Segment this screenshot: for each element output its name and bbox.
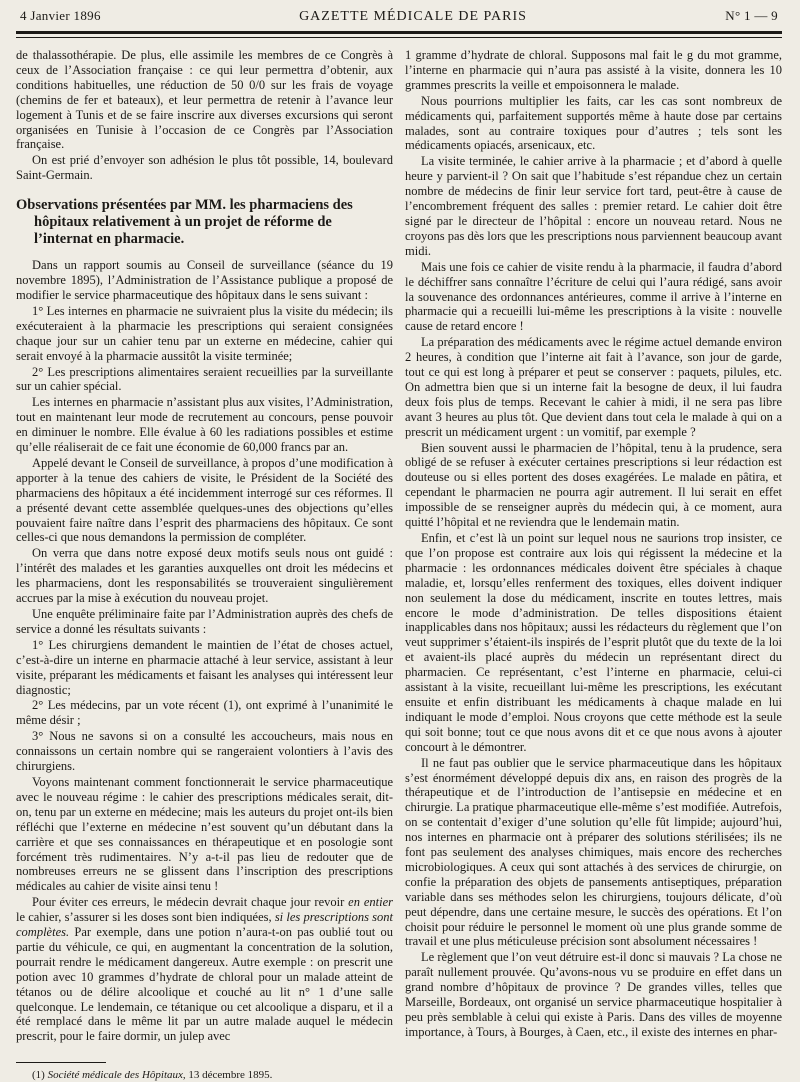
footnote-divider — [16, 1062, 106, 1063]
paragraph: de thalassothérapie. De plus, elle assimile les membres de ce Congrès à ceux de l’Association française : ce qui leur permettra d’obtenir, aux conditions habituelles, une réduction de 50 0/0 sur les frais de voyage (chemins de fer et bateaux), et leur permettra de retenir à l’avance leur logement à Tunis et de se faire inscrire aux diverses excursions qui seront organisées en Tunisie à l’occasion de ce Congrès par l’Association française. — [16, 48, 393, 152]
header-rule-thin — [16, 37, 782, 38]
paragraph: Dans un rapport soumis au Conseil de surveillance (séance du 19 novembre 1895), l’Administration de l’Assistance publique a proposé de modifier le service pharmaceutique des hôpitaux dans le sens suivant : — [16, 258, 393, 302]
paragraph: Les internes en pharmacie n’assistant plus aux visites, l’Administration, tout en maintenant leur mode de recrutement au concours, pense pouvoir en diminuer le nombre. Elle évalue à 60 les radiations possibles et estime qu’elle réaliserait de ce fait une économie de 60,000 francs par an. — [16, 395, 393, 455]
footnote-marker: (1) — [32, 1069, 48, 1082]
paragraph: Nous pourrions multiplier les faits, car les cas sont nombreux de médicaments qui, parfaitement supportés même à haute dose par certains malades, sont au contraire toxiques pour d’autres ; tels sont les médicaments opiacés, arsenicaux, etc. — [405, 93, 782, 153]
paragraph: Le règlement que l’on veut détruire est-il donc si mauvais ? La chose ne paraît nullement prouvée. Qu’avons-nous vu se produire en effet dans un grand nombre d’hôpitaux de province ? De grandes villes, telles que Marseille, Bordeaux, ont organisé un service pharmaceutique hospitalier à peu près semblable à celui qui existe à Paris. Dans des villes de moyenne importance, à Tours, à Bourges, à Caen, etc., il existe des internes en phar- — [405, 950, 782, 1039]
paragraph: 1° Les chirurgiens demandent le maintien de l’état de choses actuel, c’est-à-dire un interne en pharmacie attaché à leur service, assistant à leur visite, préparant les médicaments et faisant les analyses qui intéressent leur diagnostic; — [16, 637, 393, 697]
article-heading-rest: hôpitaux relativement à un projet de réforme de l’internat en pharmacie. — [34, 214, 332, 248]
paragraph: Enfin, et c’est là un point sur lequel nous ne saurions trop insister, ce que l’on propose est contraire aux lois qui régissent la médecine et la pharmacie : les ordonnances médicales doivent être spéciales à chaque maladie, et, lorsqu’elles renferment des toxiques, elles doivent indiquer non seulement la dose du médicament, inscrite en toutes lettres, mais encore le mode d’administration. De telles dispositions étaient inapplicables dans nos hôpitaux; aussi les rédacteurs du règlement que l’on veut supprimer s’étaient-ils inspirés de l’esprit plutôt que du texte de la loi et avaient-ils placé auprès du médecin un représentant direct du pharmacien. Ce représentant, c’est l’interne en pharmacie, celui-ci assistant à la visite, recueillant lui-même les prescriptions, les exécutant ensuite et enfin distribuant les médicaments à chaque malade en lui indiquant le mode d’emploi. Nous croyons que cette méthode est la seule qui soit bonne; tout ce que nous avons dit et ce que nous avons à ajouter concourt à le démontrer. — [405, 531, 782, 754]
paragraph: 2° Les prescriptions alimentaires seraient recueillies par la surveillante sur un cahier spécial. — [16, 364, 393, 394]
paragraph: Une enquête préliminaire faite par l’Administration auprès des chefs de service a donné les résultats suivants : — [16, 607, 393, 636]
header-rule-thick — [16, 31, 782, 34]
article-columns — [16, 48, 782, 1082]
paragraph: La préparation des médicaments avec le régime actuel demande environ 2 heures, à condition que l’interne ait fait à l’avance, son jour de garde, tout ce qui est long à préparer et peut se conserver : paquets, pilules, etc. On admettra bien que si un interne fait la besogne de deux, il lui faudra deux fois plus de temps. Recevant le cahier à midi, il ne sera pas libre avant 3 heures au plus tôt. Que devient dans tout cela le malade à qui on a prescrit un médicament urgent : un vomitif, par exemple ? — [405, 335, 782, 439]
text-run: Pour éviter ces erreurs, le médecin devrait chaque jour revoir — [32, 895, 349, 910]
paragraph: 3° Nous ne savons si on a consulté les accoucheurs, mais nous en connaissons un certain nombre qui se rangeraient volontiers à l’avis des chirurgiens. — [16, 729, 393, 774]
paragraph: 1° Les internes en pharmacie ne suivraient plus la visite du médecin; ils exécuteraient à la pharmacie les prescriptions qui seraient consignées chaque jour sur un cahier tenu par un externe en médecine, cahier qui serait envoyé à la pharmacie aussitôt la visite terminée; — [16, 303, 393, 363]
paragraph: Appelé devant le Conseil de surveillance, à propos d’une modification à apporter à la tenue des cahiers de visite, le Président de la Société des pharmaciens des hôpitaux a été incidemment interrogé sur ces réformes. Il a présenté devant cette assemblée quelques-unes des objections qu’elles pouvaient faire naître dans l’esprit des pharmaciens des hôpitaux. Ce sont celles-ci que nous demandons la permission de compléter. — [16, 455, 393, 545]
left-column — [16, 48, 393, 1082]
page-header — [16, 8, 782, 25]
paragraph: Mais une fois ce cahier de visite rendu à la pharmacie, il faudra d’abord le déchiffrer sans connaître l’écriture de celui qui l’aura rédigé, sans avoir la souvenance des ordonnances antérieures, comme il arrive à l’interne en pharmacie qui a recueilli lui-même les prescriptions à la visite : nouvelle cause de retard encore ! — [405, 259, 782, 334]
footnote-date: 13 décembre 1895. — [185, 1069, 273, 1082]
header-issue: N° 1 — 9 — [725, 8, 778, 23]
header-date: 4 Janvier 1896 — [20, 8, 101, 23]
paragraph: Bien souvent aussi le pharmacien de l’hôpital, tenu à la prudence, sera obligé de se refuser à exécuter certaines prescriptions si leur rédaction est douteuse ou si elles portent des doses exagérées. Le malade en pâtira, et cependant le pharmacien ne pourra agir autrement. Il lui serait en effet impossible de se renseigner auprès du médecin qui, à ce moment, aura quitté l’hôpital et ne reviendra que le lendemain matin. — [405, 440, 782, 530]
paragraph: On verra que dans notre exposé deux motifs seuls nous ont guidé : l’intérêt des malades et les garanties auxquelles ont droit les médecins et les pharmaciens, dont les responsabilités se trouveraient singulièrement accrues par la mise à exécution du nouveau projet. — [16, 546, 393, 606]
text-run: Par exemple, dans une potion n’aura-t-on pas oublié tout ou partie du véhicule, ce qui, en augmentant la concentration de la solution, pourrait rendre le médicament dangereux. Autre exemple : on prescrit une potion avec 10 grammes d’hydrate de chloral pour un malade atteint de tétanos ou de délire alcoolique et couché au lit n° 1 d’une salle quelconque. Le lendemain, ce tétanique ou cet alcoolique a disparu, et il a été remplacé dans le même lit par un autre malade auquel le médecin prescrit, pour le faire dormir, un julep avec — [16, 925, 393, 1044]
footnote-source: Société médicale des Hôpitaux, — [47, 1069, 186, 1082]
article-heading-line1: Observations présentées par MM. les pharmaciens des — [16, 197, 353, 214]
header-title: GAZETTE MÉDICALE DE PARIS — [299, 9, 527, 24]
paragraph: 1 gramme d’hydrate de chloral. Supposons mal fait le g du mot gramme, l’interne en pharmacie qui n’aura pas assisté à la visite, donnera les 10 grammes prescrits la veille et empoisonnera le malade. — [405, 48, 782, 92]
paragraph: Voyons maintenant comment fonctionnerait le service pharmaceutique avec le nouveau régime : le cahier des prescriptions médicales serait, dit-on, tenu par un externe en médecine; mais les auteurs du projet ont-ils bien réfléchi que l’externe en médecine n’est souvent qu’un débutant dans la carrière et que ses connaissances en thérapeutique et en posologie sont forcément très rudimentaires. N’y a-t-il pas lieu de redouter que de nombreuses erreurs ne se glissent dans l’inscription des prescriptions médicales au cahier de visite ainsi tenu ! — [16, 774, 393, 894]
paragraph: On est prié d’envoyer son adhésion le plus tôt possible, 14, boulevard Saint-Germain. — [16, 153, 393, 183]
italic-run: en entier — [348, 895, 393, 910]
paragraph: 2° Les médecins, par un vote récent (1), ont exprimé à l’unanimité le même désir ; — [16, 698, 393, 728]
paragraph — [16, 895, 393, 1044]
italic-run: si les prescriptions sont complètes. — [16, 910, 393, 940]
paragraph: La visite terminée, le cahier arrive à la pharmacie ; et d’abord à quelle heure y parvient-il ? On sait que l’habitude s’est répandue chez un certain nombre de médecins de finir leur service fort tard, peut-être à cause de l’encombrement fréquent des salles : premier retard. Le cahier doit être signé par le directeur de l’hôpital : encore un nouveau retard. Nous ne croyons pas dès lors que les prescriptions nous parviennent beaucoup avant midi. — [405, 154, 782, 258]
paragraph: Il ne faut pas oublier que le service pharmaceutique dans les hôpitaux s’est énormément développé depuis dix ans, en raison des progrès de la thérapeutique et de l’introduction de l’antisepsie en médecine et en chirurgie. La pratique pharmaceutique elle-même s’est modifiée. Autrefois, on se contentait d’exiger d’une solution qu’elle fût limpide; aujourd’hui, nos internes en pharmacie ont à préparer des solutions stérilisées; ils ne font pas seulement des analyses chimiques, mais encore des recherches microbiologiques. A ceux qui sont attachés à des services de chirurgie, on confie la préparation des objets de pansements antiseptiques, préparation variable dans ses méthodes selon les chirurgiens, toujours délicate, d’où peut dépendre, dans une certaine mesure, le succès des opérations. Et l’on choisit pour réduire le personnel le moment où une plus grande somme de travail et une plus méticuleuse précision sont absolument nécessaires ! — [405, 755, 782, 949]
footnote — [16, 1069, 393, 1082]
text-run: le cahier, s’assurer si les doses sont bien indiquées, — [16, 910, 275, 925]
right-column — [405, 48, 782, 1048]
article-heading — [16, 197, 393, 248]
